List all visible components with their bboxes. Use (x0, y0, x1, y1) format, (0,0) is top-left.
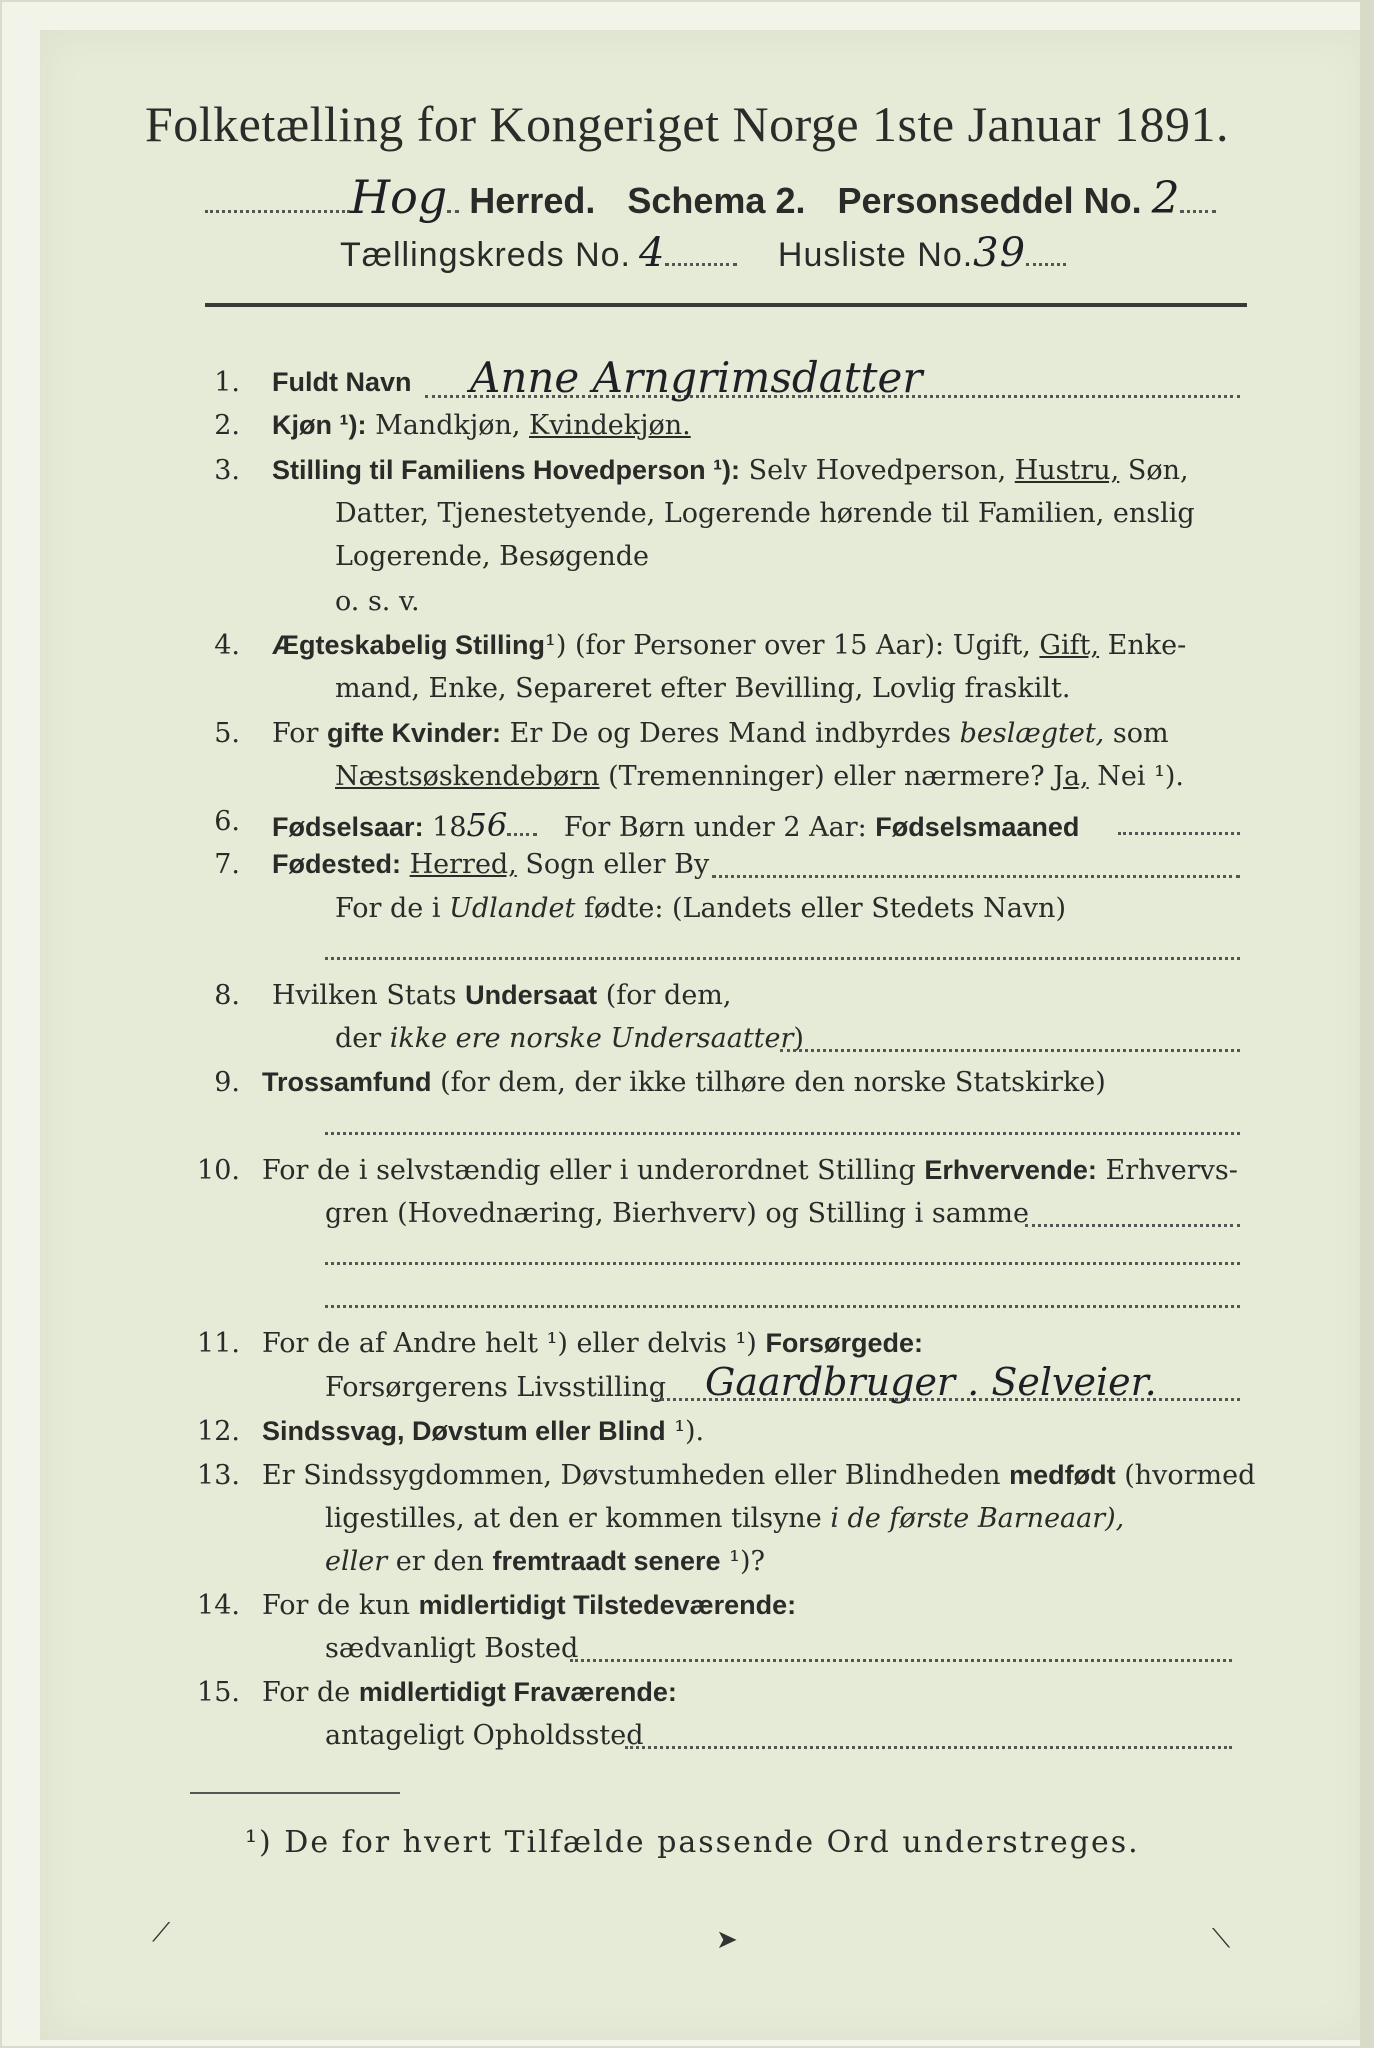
field-label-tilstedevaerende: midlertidigt Tilstedeværende: (418, 1590, 797, 1620)
field-number: 7. (214, 849, 240, 880)
herred-value: Hog (350, 170, 448, 224)
field-label-kjon: Kjøn ¹): (272, 410, 367, 440)
field-label-undersaat: Undersaat (465, 980, 598, 1010)
field-number: 13. (197, 1460, 240, 1491)
field-label-fuldt-navn: Fuldt Navn (272, 367, 412, 397)
stray-mark: ⟋ (152, 1918, 171, 1948)
option-ja: Ja, (1053, 761, 1089, 792)
field-number: 15. (197, 1677, 240, 1708)
field-label-erhvervende: Erhvervende: (924, 1155, 1097, 1185)
text: fødte: (Landets eller Stedets Navn) (583, 893, 1066, 924)
word-naestsoskendeborn: Næstsøskendebørn (335, 761, 600, 792)
text: gren (Hovednæring, Bierhverv) og Stilling i samme (325, 1198, 1030, 1229)
word-beslaegtet: beslægtet, (959, 718, 1105, 749)
schema-label: Schema 2. (627, 180, 806, 221)
options-line: Logerende, Besøgende (335, 541, 649, 572)
stray-mark: ⟍ (1212, 1924, 1231, 1954)
year-prefix: 18 (432, 812, 467, 843)
text: Er Sindssygdommen, Døvstumheden eller Blindheden (262, 1460, 1001, 1491)
field-number: 1. (214, 367, 240, 398)
options-line: (for Personer over 15 Aar): Ugift, (575, 630, 1031, 661)
text: For de i (335, 893, 441, 924)
header-line-kreds (340, 230, 1066, 276)
field-label-aegteskabelig: Ægteskabelig Stilling (272, 630, 546, 660)
options-line: o. s. v. (335, 586, 420, 617)
herred-label: Herred. (469, 180, 596, 221)
husliste-value: 39 (973, 230, 1027, 276)
field-label-fravaerende: midlertidigt Fraværende: (358, 1677, 677, 1707)
option-herred: Herred, (409, 849, 517, 880)
footnote-ref: ¹) (545, 630, 567, 661)
name-value: Anne Arngrimsdatter (470, 353, 923, 402)
stray-mark: ➤ (716, 1925, 738, 1955)
option-mandkjon: Mandkjøn, (375, 410, 521, 441)
footnote: ¹) De for hvert Tilfælde passende Ord understreges. (245, 1825, 1140, 1860)
fill-line (570, 1659, 1232, 1662)
fill-line (325, 957, 1240, 960)
birth-year-value: 56 (466, 806, 508, 844)
field-number: 3. (214, 455, 240, 486)
kreds-value: 4 (638, 230, 666, 276)
field-prefix: For (272, 718, 319, 749)
field-label-forsorgede: Forsørgede: (765, 1328, 923, 1358)
text: (for dem, der ikke tilhøre den norske Statskirke) (440, 1067, 1106, 1098)
options-line: Datter, Tjenestetyende, Logerende hørende til Familien, enslig (335, 498, 1195, 529)
field-number: 4. (214, 630, 240, 661)
text: i de første Barneaar), (830, 1503, 1125, 1534)
text: For de i selvstændig eller i underordnet Stilling (262, 1155, 916, 1186)
field-number: 10. (197, 1155, 240, 1186)
field-number: 14. (197, 1590, 240, 1621)
personseddel-value: 2 (1151, 173, 1180, 224)
fill-line (325, 1305, 1240, 1308)
label-forsorgerens-livsstilling: Forsørgerens Livsstilling (325, 1372, 667, 1403)
fill-line (1118, 832, 1240, 835)
provider-occupation-value: Gaardbruger . Selveier. (705, 1360, 1157, 1404)
text: der (335, 1023, 382, 1054)
field-number: 12. (197, 1416, 240, 1447)
husliste-label: Husliste No. (777, 236, 974, 274)
text: eller (325, 1546, 388, 1577)
header-line-herred (205, 170, 1216, 224)
text: (hvormed (1124, 1460, 1256, 1491)
option-enkemand: Enke- (1107, 630, 1187, 661)
question-text: For Børn under 2 Aar: (563, 812, 867, 843)
text: (for dem, (605, 980, 732, 1011)
fill-line (325, 1262, 1240, 1265)
option-gift: Gift, (1039, 630, 1100, 661)
footnote-rule (190, 1792, 400, 1794)
word-som: som (1112, 718, 1169, 749)
text: Erhvervs- (1105, 1155, 1238, 1186)
field-label-sindssvag: Sindssvag, Døvstum eller Blind (262, 1416, 666, 1446)
personseddel-label: Personseddel No. (837, 180, 1142, 221)
question-text: Er De og Deres Mand indbyrdes (509, 718, 951, 749)
label-antageligt-opholdssted: antageligt Opholdssted (325, 1720, 644, 1751)
field-number: 11. (197, 1328, 240, 1359)
kreds-label: Tællingskreds No. (340, 236, 631, 274)
options-line: mand, Enke, Separeret efter Bevilling, Lovlig fraskilt. (335, 673, 1071, 704)
text: For de (262, 1677, 351, 1708)
fill-line (1025, 1224, 1240, 1227)
options-line: Sogn eller By (525, 849, 710, 880)
text: ikke ere norske Undersaatter (389, 1023, 794, 1054)
text: er den (395, 1546, 484, 1577)
text: ligestilles, at den er kommen tilsyne (325, 1503, 822, 1534)
field-label-fodselsmaaned: Fødselsmaaned (875, 812, 1080, 842)
field-label-trossamfund: Trossamfund (262, 1067, 432, 1097)
fill-line (712, 875, 1240, 878)
field-label-fodested: Fødested: (272, 849, 402, 879)
field-label-gifte-kvinder: gifte Kvinder: (327, 718, 502, 748)
word-udlandet: Udlandet (449, 893, 576, 924)
text: Hvilken Stats (272, 980, 457, 1011)
text: For de af Andre helt ¹) eller delvis ¹) (262, 1328, 757, 1359)
option-selv-hovedperson: Selv Hovedperson, (748, 455, 1007, 486)
form-title: Folketælling for Kongeriget Norge 1ste Januar 1891. (144, 96, 1230, 152)
field-label-fodselsaar: Fødselsaar: (272, 812, 424, 842)
field-number: 9. (214, 1067, 240, 1098)
header-rule (205, 303, 1247, 307)
field-number: 8. (214, 980, 240, 1011)
field-number: 2. (214, 410, 240, 441)
footnote-ref: ¹)? (729, 1546, 765, 1577)
option-hustru: Hustru, (1014, 455, 1120, 486)
field-number: 6. (214, 806, 240, 837)
option-son: Søn, (1127, 455, 1189, 486)
fill-line (325, 1132, 1240, 1135)
option-kvindekjon: Kvindekjøn. (529, 410, 691, 441)
field-number: 5. (214, 718, 240, 749)
field-label-fremtraadt: fremtraadt senere (492, 1546, 721, 1576)
footnote-ref: ¹). (674, 1416, 705, 1447)
field-label-medfodt: medfødt (1009, 1460, 1116, 1490)
label-saedvanligt-bosted: sædvanligt Bosted (325, 1633, 579, 1664)
field-label-stilling: Stilling til Familiens Hovedperson ¹): (272, 455, 741, 485)
question-text: (Tremenninger) eller nærmere? (608, 761, 1045, 792)
fill-line (780, 1049, 1240, 1052)
text: For de kun (262, 1590, 410, 1621)
option-nei: Nei ¹). (1097, 761, 1185, 792)
fill-line (625, 1746, 1232, 1749)
